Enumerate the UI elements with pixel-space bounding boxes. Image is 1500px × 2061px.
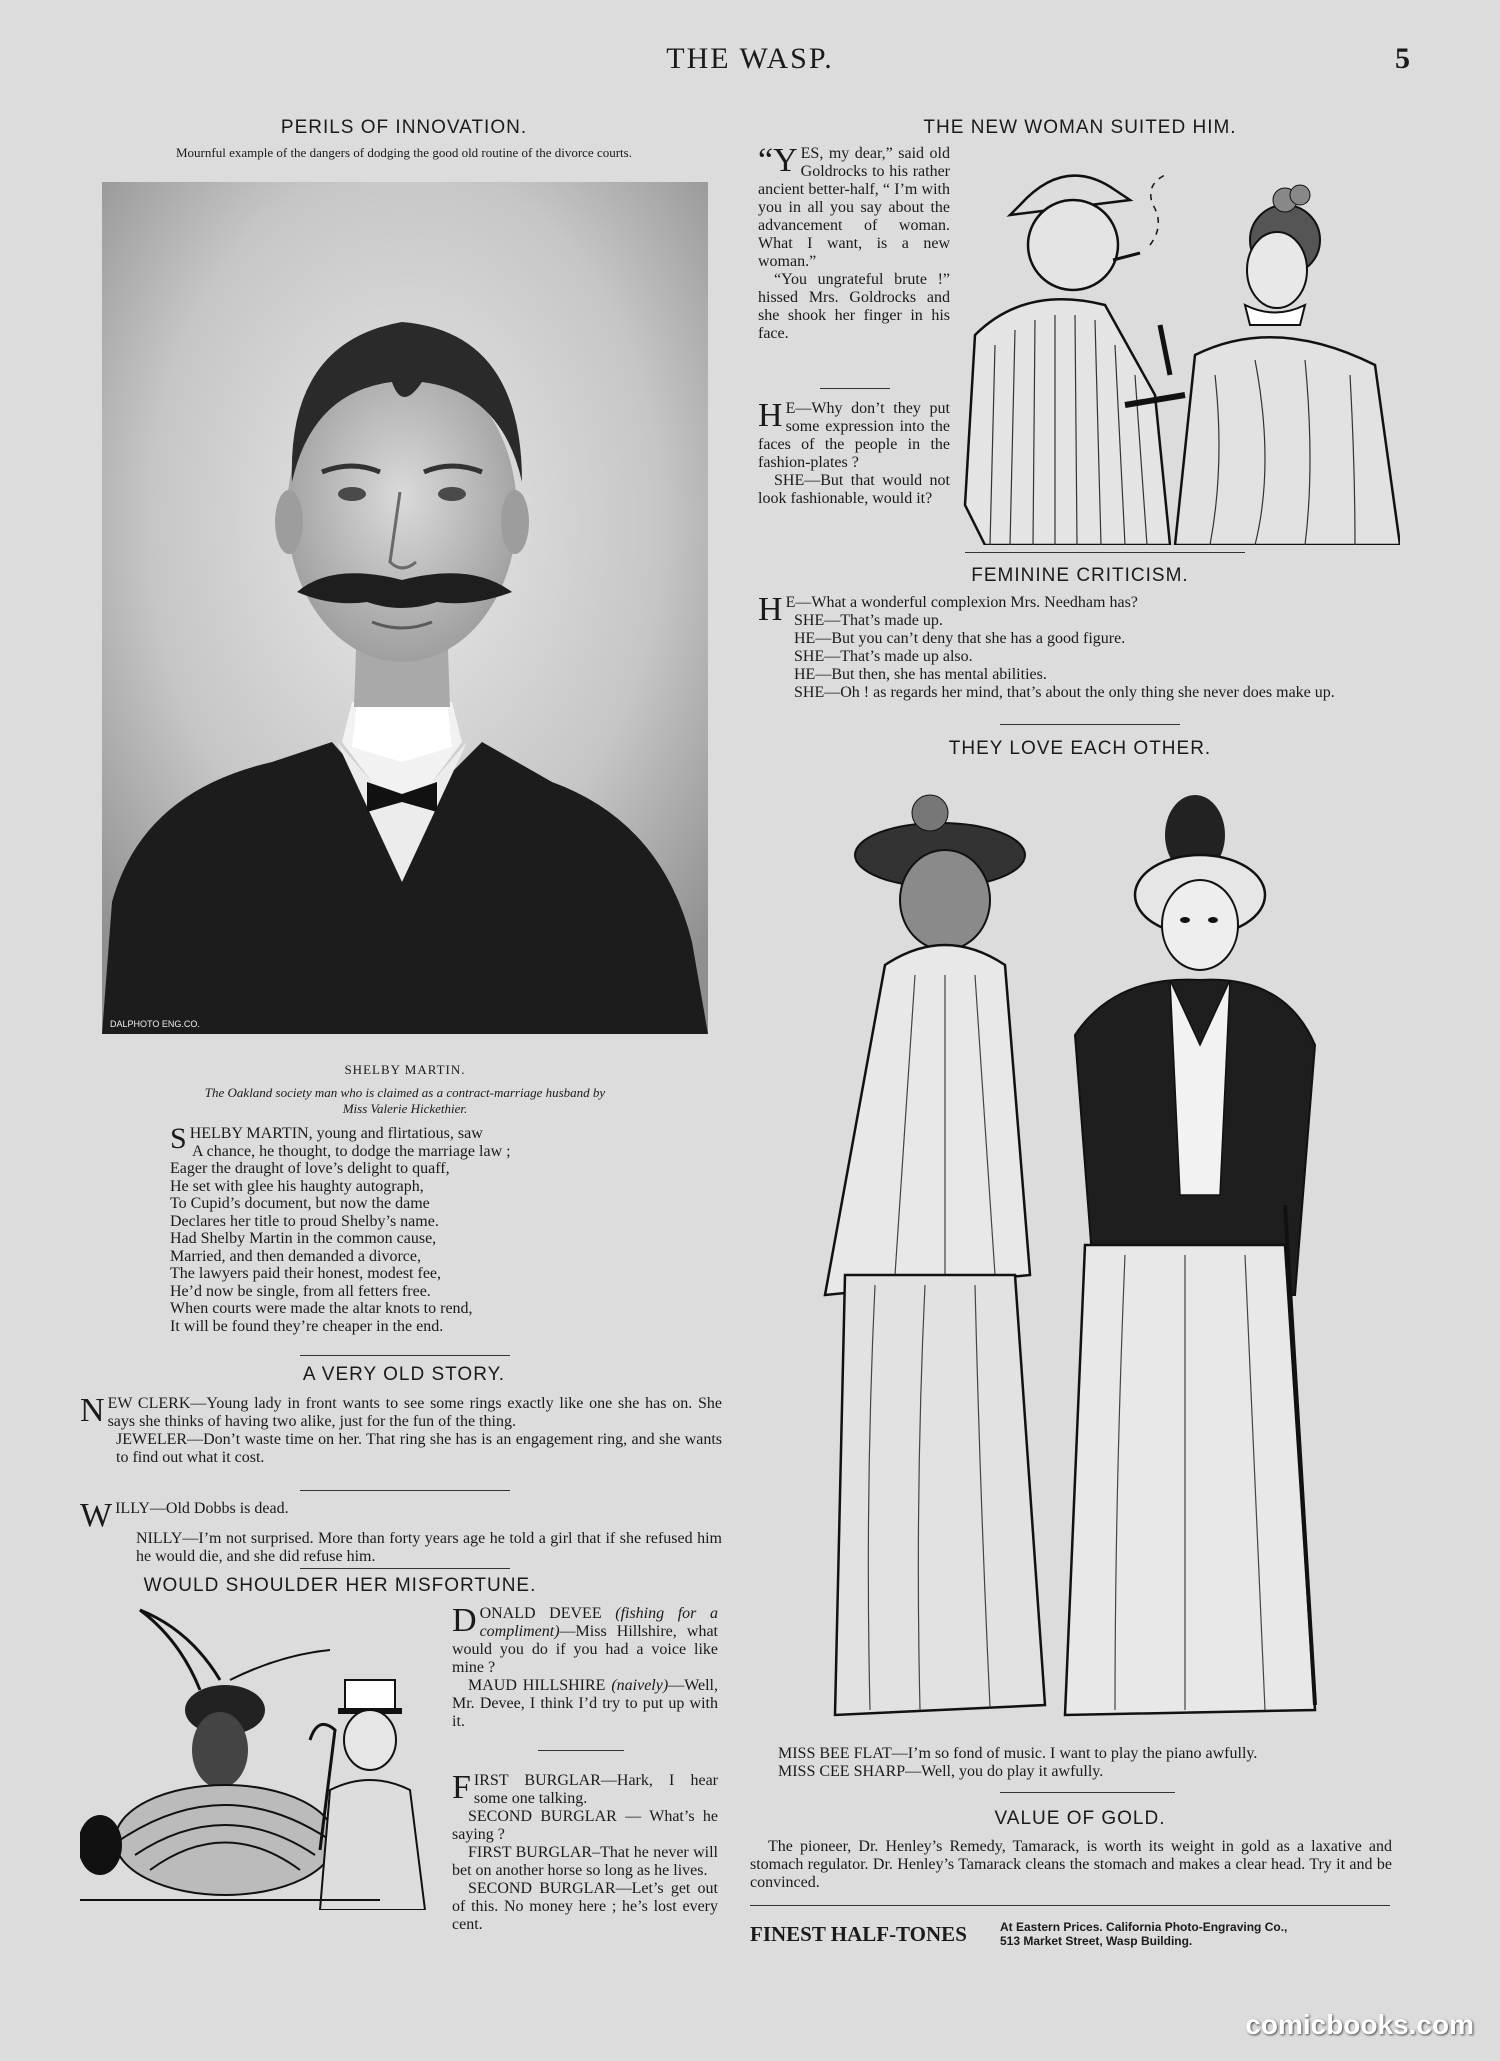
drop-cap: D (452, 1602, 477, 1639)
burglar-para-2 (452, 1808, 718, 1844)
ad-headline: FINEST HALF-TONES (750, 1922, 967, 1946)
caption-name: SHELBY MARTIN. (344, 1062, 466, 1077)
love-text (778, 1745, 1403, 1781)
speaker: NILLY (136, 1530, 183, 1547)
dialogue: —That’s made up also. (824, 648, 973, 665)
shoulder-title: WOULD SHOULDER HER MISFORTUNE. (143, 1575, 537, 1596)
masthead-title: THE WASP. (666, 42, 834, 75)
fashion-para-1 (758, 397, 950, 472)
poem-line: To Cupid’s document, but now the dame (170, 1195, 430, 1212)
aside: (naively) (611, 1677, 669, 1694)
gold-title: VALUE OF GOLD. (994, 1808, 1166, 1829)
poem-line: When courts were made the altar knots to rend, (170, 1300, 473, 1317)
speaker: SHE (794, 684, 825, 701)
photo-credit: DALPHOTO ENG.CO. (110, 1019, 200, 1029)
criticism-line-2 (758, 612, 1400, 630)
drop-cap: H (758, 397, 783, 434)
drop-cap: W (80, 1497, 113, 1534)
dialogue: E—Why don’t they put some expression into the faces of the people in the fashion-plates ? (758, 400, 950, 471)
dialogue: “You ungrateful brute !” hissed Mrs. Goldrocks and she shook her finger in his face. (758, 271, 950, 342)
dialogue: —Hark, I hear some one talking. (473, 1772, 718, 1807)
burglar-para-1 (452, 1769, 718, 1808)
burglar-para-4 (452, 1880, 718, 1934)
drop-cap: H (758, 591, 783, 628)
dialogue: —But then, she has mental abilities. (815, 666, 1047, 683)
poem-first-text: HELBY MARTIN, young and flirtatious, saw (189, 1125, 483, 1142)
speaker: EW CLERK (107, 1395, 191, 1412)
dialogue: —I’m not surprised. More than forty years age he told a girl that if she refused him he would die, and she did refuse him. (136, 1530, 722, 1565)
dialogue: — What’s he saying ? (452, 1808, 718, 1843)
poem-line: The lawyers paid their honest, modest fee, (170, 1265, 442, 1282)
dialogue: ES, my dear,” said old Goldrocks to his rather ancient better-half, “ I’m with you in all you say about the advancement of woman. What I want, is a new woman.” (758, 145, 950, 270)
new-woman-para-1 (758, 142, 950, 271)
dialogue: E—What a wonderful complexion Mrs. Needham has? (785, 594, 1138, 611)
speaker: ILLY (115, 1500, 150, 1517)
poem-line: Declares her title to proud Shelby’s name. (170, 1212, 439, 1230)
ad-line-2: 513 Market Street, Wasp Building. (1000, 1934, 1193, 1948)
new-woman-title: THE NEW WOMAN SUITED HIM. (923, 117, 1237, 138)
dialogue: —I’m so fond of music. I want to play the piano awfully. (891, 1745, 1258, 1762)
poem-line: He’d now be single, from all fetters free. (170, 1282, 431, 1300)
criticism-text (758, 591, 1400, 702)
dialogue: —But that would not look fashionable, would it? (758, 472, 950, 507)
perils-title: PERILS OF INNOVATION. (280, 117, 528, 138)
speaker: FIRST BURGLAR (468, 1844, 593, 1861)
divider (300, 1355, 510, 1356)
devee-dialogue (452, 1602, 719, 1731)
page-number: 5 (1395, 42, 1410, 75)
poem-line: Married, and then demanded a divorce, (170, 1247, 422, 1265)
speaker: MISS BEE FLAT (778, 1745, 892, 1762)
divider (1000, 1792, 1175, 1793)
nilly-para (80, 1530, 722, 1566)
speaker: MAUD HILLSHIRE (468, 1677, 606, 1694)
speaker: SHE (794, 648, 825, 665)
old-story-para-1 (80, 1392, 723, 1431)
dialogue: —Young lady in front wants to see some rings exactly like one she has on. She says she thinks of having two alike, just for the fun of the thing. (107, 1395, 723, 1430)
portrait-illustration (102, 182, 708, 1034)
speaker: SHE (774, 472, 805, 489)
hillshire-para (452, 1677, 718, 1731)
criticism-line-4 (758, 648, 1400, 666)
dialogue: —Well, you do play it awfully. (905, 1763, 1104, 1780)
perils-subtitle: Mournful example of the dangers of dodging the good old routine of the divorce courts. (176, 145, 632, 160)
old-story-para-2 (80, 1431, 722, 1467)
dialogue: —Well, Mr. Devee, I think I’d try to put up with it. (452, 1677, 718, 1730)
divider (300, 1490, 510, 1491)
speaker: HE (794, 630, 816, 647)
speaker: SECOND BURGLAR (468, 1880, 616, 1897)
new-woman-cartoon (955, 145, 1400, 545)
willy-nilly-text (80, 1497, 722, 1566)
caption-line-1: The Oakland society man who is claimed as a contract-marriage husband by (204, 1085, 606, 1100)
poem-line: It will be found they’re cheaper in the end. (170, 1317, 444, 1335)
portrait-photo (102, 182, 708, 1034)
caption-line-2: Miss Valerie Hickethier. (342, 1101, 468, 1116)
dialogue: —Miss Hillshire, what would you do if you had a voice like mine ? (452, 1623, 718, 1676)
dialogue: —Don’t waste time on her. That ring she has is an engagement ring, and she wants to find out what it cost. (116, 1431, 722, 1466)
speaker: SHE (794, 612, 825, 629)
dialogue: —But you can’t deny that she has a good figure. (815, 630, 1126, 647)
love-cartoon (815, 775, 1335, 1735)
advertisement (750, 1918, 1400, 1958)
dialogue: —Oh ! as regards her mind, that’s about the only thing she never does make up. (824, 684, 1335, 701)
criticism-line-6 (758, 684, 1400, 702)
watermark: comicbooks.com (1245, 2009, 1474, 2040)
devee-para (452, 1602, 719, 1677)
criticism-line-3 (758, 630, 1400, 648)
two-ladies-illustration (815, 775, 1335, 1735)
divider (965, 552, 1245, 553)
ad-details (1000, 1920, 1287, 1948)
drop-cap: F (452, 1769, 471, 1806)
burglar-dialogue (452, 1769, 719, 1934)
poem-line: A chance, he thought, to dodge the marriage law ; (192, 1142, 511, 1160)
speaker: JEWELER (116, 1431, 188, 1448)
dialogue: —Let’s get out of this. No money here ; he’s lost every cent. (452, 1880, 719, 1933)
love-line-2 (778, 1763, 1403, 1781)
dialogue: —That’s made up. (824, 612, 943, 629)
dialogue: —Old Dobbs is dead. (149, 1500, 289, 1517)
speaker: ONALD DEVEE (479, 1605, 602, 1622)
ad-line-1: At Eastern Prices. California Photo-Engraving Co., (1000, 1920, 1288, 1934)
caption-description (100, 1085, 710, 1117)
divider (1000, 724, 1180, 725)
new-woman-text (758, 142, 950, 343)
criticism-line-5 (758, 666, 1400, 684)
new-woman-para-2 (758, 271, 950, 343)
fashion-para-2 (758, 472, 950, 508)
old-story-text (80, 1392, 723, 1467)
speaker: SECOND BURGLAR (468, 1808, 617, 1825)
speaker: IRST BURGLAR (473, 1772, 601, 1789)
goldrocks-illustration (955, 145, 1400, 545)
divider (300, 1568, 510, 1569)
poem-line: Eager the draught of love’s delight to quaff, (170, 1160, 450, 1177)
divider (538, 1750, 624, 1751)
shoulder-cartoon (80, 1600, 440, 1910)
divider (820, 388, 890, 389)
poem-drop-cap: S (170, 1122, 187, 1155)
speaker: HE (794, 666, 816, 683)
gold-text: The pioneer, Dr. Henley’s Remedy, Tamarack, is worth its weight in gold as a laxative and stomach regulator. Dr. Henley’s Tamarack cleans the stomach and makes a clear head. Try it and be convinced. (750, 1838, 1392, 1891)
willy-para (80, 1497, 722, 1534)
divider (750, 1905, 1390, 1906)
poem-line: He set with glee his haughty autograph, (170, 1177, 424, 1195)
poem (170, 1122, 630, 1335)
aside: (fishing for a compliment) (479, 1605, 719, 1640)
criticism-title: FEMININE CRITICISM. (971, 565, 1189, 586)
burglar-para-3 (452, 1844, 718, 1880)
drop-cap: N (80, 1392, 105, 1429)
drop-cap: “Y (758, 142, 798, 179)
fashion-plate-text (758, 397, 950, 508)
old-story-title: A VERY OLD STORY. (302, 1364, 506, 1385)
speaker: MISS CEE SHARP (778, 1763, 906, 1780)
love-line-1 (778, 1745, 1403, 1763)
poem-line: Had Shelby Martin in the common cause, (170, 1230, 437, 1247)
dialogue: –That he never will bet on another horse so long as he lives. (452, 1844, 719, 1879)
love-title: THEY LOVE EACH OTHER. (948, 738, 1212, 759)
couple-illustration (80, 1600, 440, 1910)
